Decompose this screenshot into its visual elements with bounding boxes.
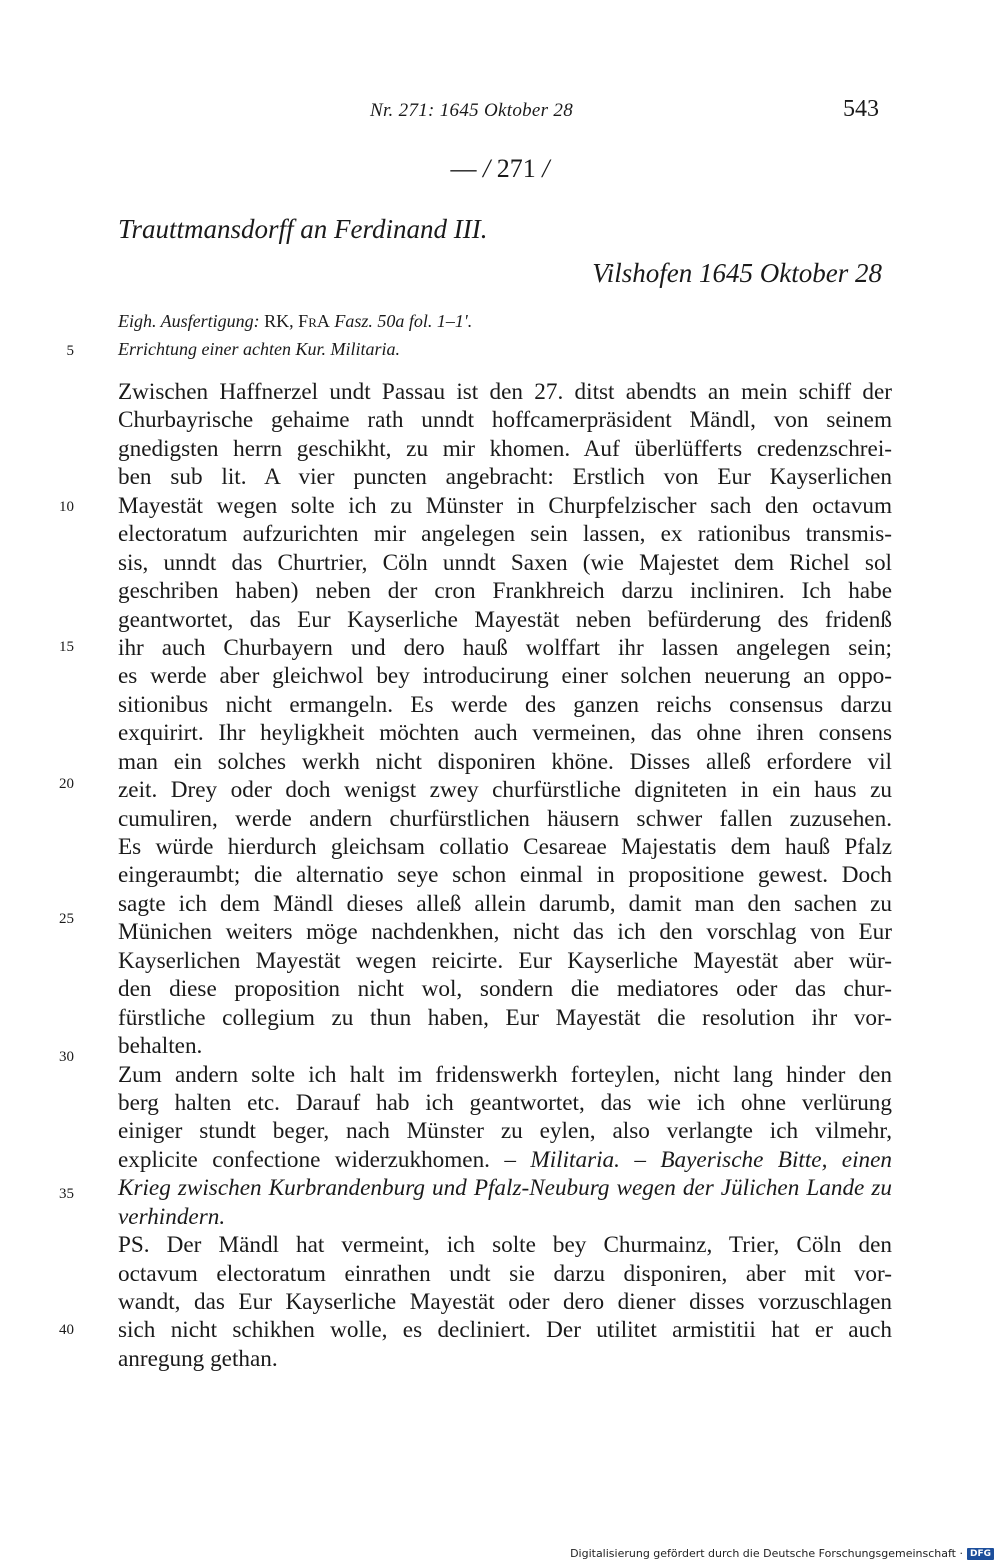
place-date: Vilshofen 1645 Oktober 28 xyxy=(592,258,882,288)
text-line: berg halten etc. Darauf hab ich geantwortet, das wie ich ohne verlürung xyxy=(118,1089,892,1116)
text-line: man ein solches werkh nicht disponiren khöne. Disses alleß erfordere vil xyxy=(118,748,892,775)
dfg-logo-icon: DFG xyxy=(967,1548,994,1560)
text-line: geantwortet, das Eur Kayserliche Mayestät neben befürderung des fridenß xyxy=(118,606,892,633)
text-line: gnedigsten herrn geschikht, zu mir khomen. Auf überlüfferts credenzschrei- xyxy=(118,435,892,462)
doc-number-dash: — xyxy=(450,154,477,183)
text-line: sagte ich dem Mändl dieses alleß allein darumb, damit man den sachen zu xyxy=(118,890,892,917)
source-note xyxy=(118,311,472,332)
text-line: einiger stundt beger, nach Münster zu eylen, also verlangte ich vilmehr, xyxy=(118,1118,892,1145)
text-line: Kayserlichen Mayestät wegen reicirte. Eur Kayserliche Mayestät aber wür- xyxy=(118,947,892,974)
text-line: cumuliren, werde andern churfürstlichen häusern schwer fallen zuzusehen. xyxy=(118,805,892,832)
editorial-note: verhindern. xyxy=(118,1203,226,1230)
text-line: es werde aber gleichwol bey introducirung einer solchen neuerung an oppo- xyxy=(118,663,892,690)
line-number: 15 xyxy=(59,639,74,655)
text-line: PS. Der Mändl hat vermeint, ich solte bey Churmainz, Trier, Cöln den xyxy=(118,1232,892,1259)
text-line: Churbayrische gehaime rath unndt hoffcamerpräsident Mändl, von seinem xyxy=(118,407,892,434)
document-number xyxy=(0,154,1000,184)
line-number: 20 xyxy=(59,776,74,792)
text-line: Münichen weiters möge nachdenkhen, nicht das ich den vorschlag von Eur xyxy=(118,919,892,946)
text-line: ben sub lit. A vier puncten angebracht: Erstlich von Eur Kayserlichen xyxy=(118,464,892,491)
text-line: sis, unndt das Churtrier, Cöln unndt Saxen (wie Majestet dem Richel sol xyxy=(118,549,892,576)
editorial-note-line xyxy=(118,1203,892,1231)
text-line: geschriben haben) neben der cron Frankhreich darzu incliniren. Ich habe xyxy=(118,578,892,605)
running-head-title: Nr. 271: 1645 Oktober 28 xyxy=(370,100,573,121)
text-segment: explicite confectione widerzukhomen. xyxy=(118,1146,490,1173)
text-line-mixed xyxy=(118,1146,892,1174)
running-head xyxy=(0,96,1000,126)
line-number: 35 xyxy=(59,1186,74,1202)
doc-number-slash-left: / xyxy=(483,154,491,183)
line-number: 25 xyxy=(59,911,74,927)
text-line: Mayestät wegen solte ich zu Münster in Churpfelzischer sach den octavum xyxy=(118,492,892,519)
editorial-note: – Militaria. – Bayerische Bitte, einen xyxy=(504,1146,892,1173)
text-line: wandt, das Eur Kayserliche Mayestät oder dero diener disses vorzuschlagen xyxy=(118,1289,892,1315)
letter-body xyxy=(118,378,892,1373)
regest-summary: Errichtung einer achten Kur. Militaria. xyxy=(118,339,400,359)
editorial-note: Krieg zwischen Kurbrandenburg und Pfalz-Neuburg wegen der Jülichen Lande zu xyxy=(118,1175,892,1202)
line-number: 30 xyxy=(59,1049,74,1065)
document-heading: Trauttmansdorff an Ferdinand III. xyxy=(118,214,488,244)
text-line: anregung gethan. xyxy=(118,1345,278,1372)
text-line: octavum electoratum einrathen undt sie darzu disponiren, aber mit vor- xyxy=(118,1260,892,1287)
text-line: behalten. xyxy=(118,1033,203,1060)
line-number: 10 xyxy=(59,499,74,515)
text-line: Es würde hierdurch gleichsam collatio Cesareae Majestatis dem hauß Pfalz xyxy=(118,834,892,860)
text-line: eingeraumbt; die alternatio seye schon einmal in propositione gewest. Doch xyxy=(118,862,892,889)
text-line: electoratum aufzurichten mir angelegen sein lassen, ex rationibus transmis- xyxy=(118,521,892,548)
page-number: 543 xyxy=(843,96,879,122)
text-line: Zwischen Haffnerzel undt Passau ist den 27. ditst abendts an mein schiff der xyxy=(118,379,892,405)
source-label: Eigh. Ausfertigung: xyxy=(118,311,260,331)
text-line: ihr auch Churbayern und dero hauß wolffart ihr lassen angelegen sein; xyxy=(118,634,892,661)
text-line: exquirirt. Ihr heyligkheit möchten auch vermeinen, das ohne ihren consens xyxy=(118,720,892,747)
digitization-footer xyxy=(570,1547,994,1560)
text-line: zeit. Drey oder doch wenigst zwey churfürstliche digniteten in ein haus zu xyxy=(118,777,892,804)
text-line: sich nicht schikhen wolle, es decliniert. Der utilitet armistitii hat er auch xyxy=(118,1317,892,1344)
doc-number-slash-right: / xyxy=(542,154,550,183)
line-number: 5 xyxy=(66,343,74,359)
text-line: Zum andern solte ich halt im fridenswerkh forteylen, nicht lang hinder den xyxy=(118,1061,892,1088)
text-line: den diese proposition nicht wol, sondern die mediatores oder das chur- xyxy=(118,976,892,1003)
source-reference: Fasz. 50a fol. 1–1'. xyxy=(334,311,473,331)
text-line: sitionibus nicht ermangeln. Es werde des ganzen reichs consensus darzu xyxy=(118,691,892,718)
text-line: fürstliche collegium zu thun haben, Eur Mayestät die resolution ihr vor- xyxy=(118,1004,892,1031)
source-archive: RK, FrA xyxy=(264,311,330,331)
doc-number-value: 271 xyxy=(496,154,536,183)
editorial-note-line xyxy=(118,1174,892,1202)
footer-text: Digitalisierung gefördert durch die Deutsche Forschungsgemeinschaft · xyxy=(570,1547,963,1560)
line-number: 40 xyxy=(59,1322,74,1338)
